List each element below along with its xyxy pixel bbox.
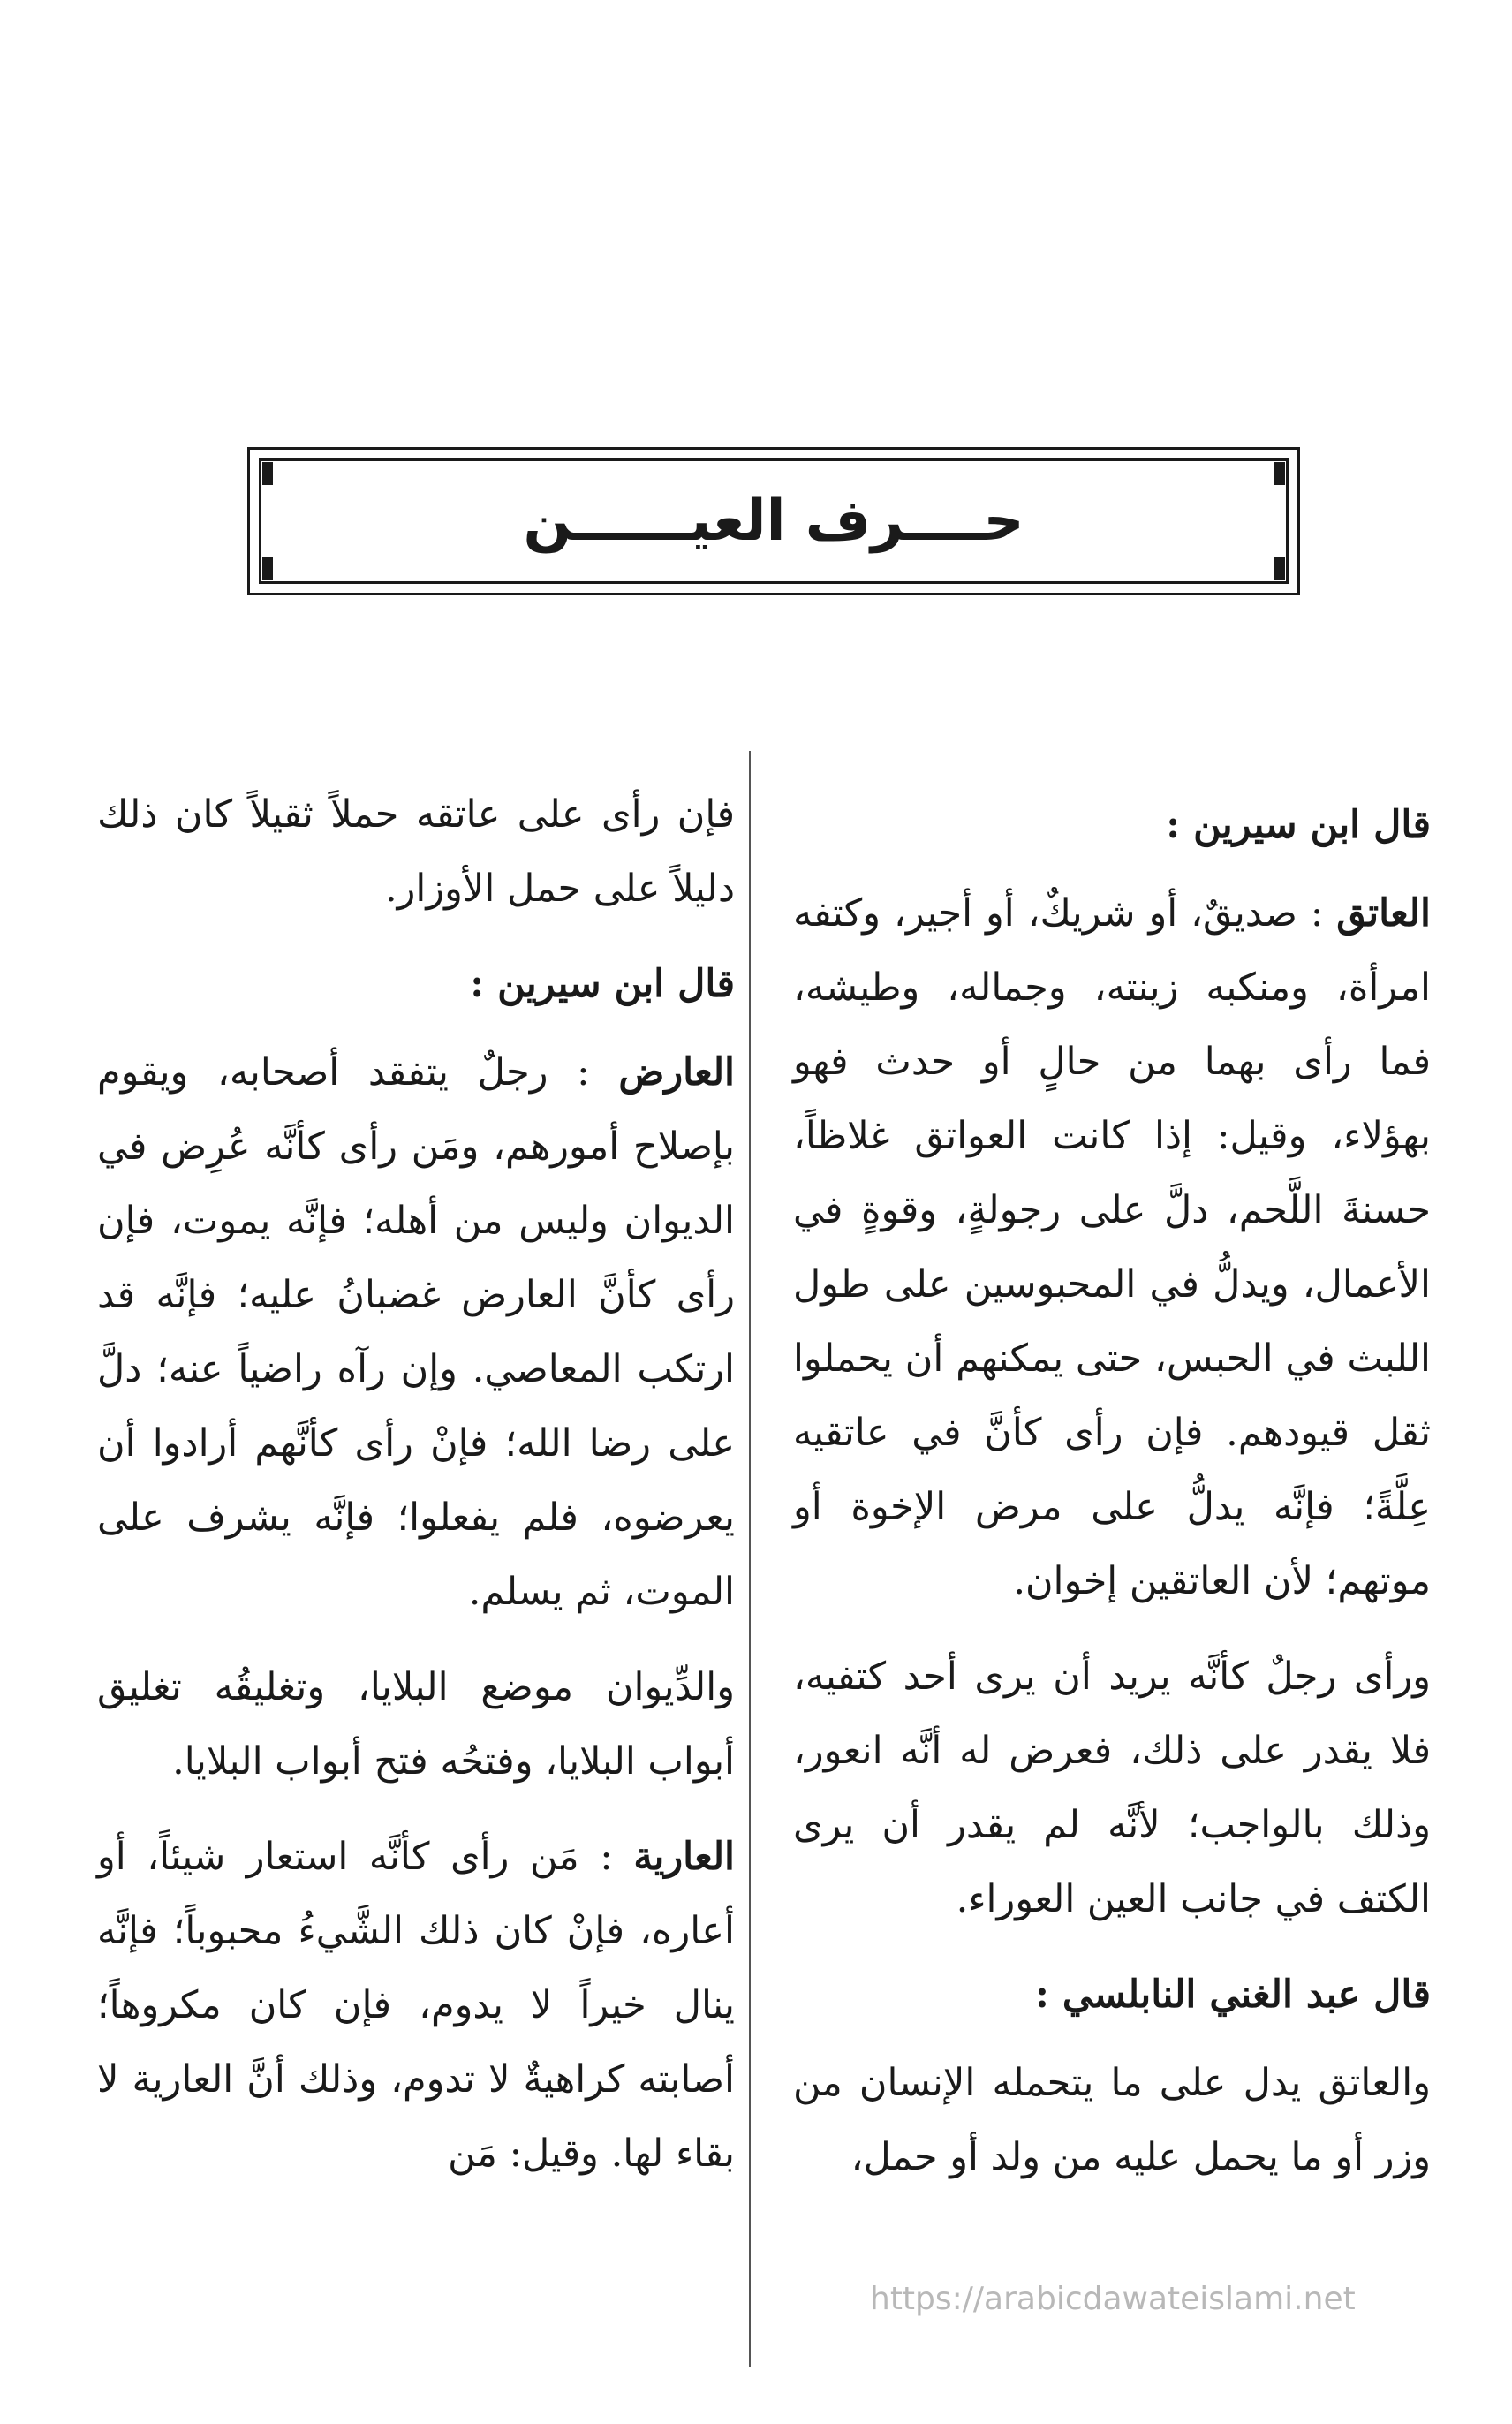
entry-term: العارية (633, 1835, 736, 1879)
watermark-url: https://arabicdawateislami.net (870, 2281, 1356, 2317)
paragraph: والعاتق يدل على ما يتحمله الإنسان من وزر أو ما يحمل عليه من ولد أو حمل، (793, 2061, 1431, 2179)
paragraph (97, 1035, 735, 1629)
paragraph (793, 876, 1431, 1618)
paragraph (97, 1820, 735, 2191)
paragraph: فإن رأى على عاتقه حملاً ثقيلاً كان ذلك دليلاً على حمل الأوزار. (97, 792, 735, 911)
column-divider (749, 751, 751, 2367)
entry-term: العارض (618, 1050, 735, 1095)
right-column (793, 777, 1431, 2216)
section-heading: قال ابن سيرين : (470, 962, 735, 1006)
entry-text: : مَن رأى كأنَّه استعار شيئاً، أو أعاره، فإنْ كان ذلك الشَّيءُ محبوباً؛ فإنَّه ينال خيراً لا يدوم، فإن كان مكروهاً؛ أصابته كراهيةٌ لا تدوم، وذلك أنَّ العارية لا بقاء لها. وقيل: مَن (97, 1835, 735, 2176)
entry-term: العاتق (1336, 891, 1431, 936)
paragraph: ورأى رجلٌ كأنَّه يريد أن يرى أحد كتفيه، فلا يقدر على ذلك، فعرض له أنَّه انعور، وذلك بالواجب؛ لأنَّه لم يقدر أن يرى الكتف في جانب العين العوراء. (793, 1655, 1431, 1921)
left-column (97, 777, 735, 2212)
paragraph: والدِّيوان موضع البلايا، وتغليقُه تغليق أبواب البلايا، وفتحُه فتح أبواب البلايا. (97, 1665, 735, 1784)
entry-text: : رجلٌ يتفقد أصحابه، ويقوم بإصلاح أمورهم، ومَن رأى كأنَّه عُرِض في الديوان وليس من أهله؛ فإنَّه يموت، فإن رأى كأنَّ العارض غضبانُ عليه؛ فإنَّه قد ارتكب المعاصي. وإن رآه راضياً عنه؛ دلَّ على رضا الله؛ فإنْ رأى كأنَّهم أرادوا أن يعرضوه، فلم يفعلوا؛ فإنَّه يشرف على الموت، ثم يسلم. (97, 1050, 735, 1614)
chapter-title-frame (247, 447, 1300, 595)
section-heading: قال ابن سيرين : (1166, 803, 1431, 847)
section-heading: قال عبد الغني النابلسي : (1035, 1973, 1431, 2017)
chapter-title: حــــرف العيــــــن (523, 489, 1024, 554)
entry-text: : صديقٌ، أو شريكٌ، أو أجير، وكتفه امرأة، ومنكبه زينته، وجماله، وطيشه، فما رأى بهما من حالٍ أو حدث فهو بهؤلاء، وقيل: إذا كانت العواتق غلاظاً، حسنةَ اللَّحم، دلَّ على رجولةٍ، وقوةٍ في الأعمال، ويدلُّ في المحبوسين على طول اللبث في الحبس، حتى يمكنهم أن يحملوا ثقل قيودهم. فإن رأى كأنَّ في عاتقيه عِلَّةً؛ فإنَّه يدلُّ على مرض الإخوة أو موتهم؛ لأن العاتقين إخوان. (793, 891, 1431, 1603)
